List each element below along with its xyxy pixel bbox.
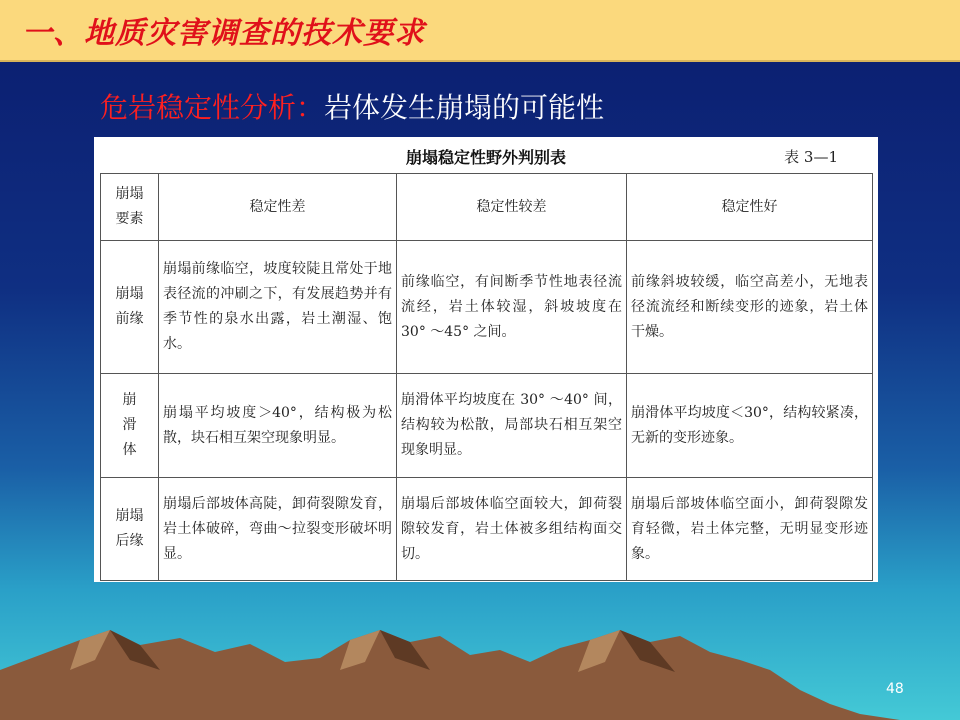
row-factor: 崩滑体	[101, 374, 159, 478]
cell-poor: 崩塌前缘临空，坡度较陡且常处于地表径流的冲刷之下，有发展趋势并有季节性的泉水出露，岩土潮湿、饱水。	[159, 241, 397, 374]
subtitle-label: 危岩稳定性分析：	[100, 91, 325, 124]
table-caption: 崩塌稳定性野外判别表	[405, 148, 566, 167]
row-factor: 崩塌前缘	[101, 241, 159, 374]
page-number: 48	[886, 681, 904, 697]
cell-good: 崩塌后部坡体临空面小，卸荷裂隙发育轻微，岩土体完整，无明显变形迹象。	[627, 478, 873, 581]
cell-poor: 崩塌后部坡体高陡，卸荷裂隙发育，岩土体破碎，弯曲～拉裂变形破坏明显。	[159, 478, 397, 581]
slide-subtitle	[100, 86, 604, 126]
header-poor: 稳定性差	[159, 174, 397, 241]
stability-table	[100, 173, 873, 581]
cell-poor: 崩塌平均坡度＞40°，结构极为松散，块石相互架空现象明显。	[159, 374, 397, 478]
table-row	[101, 241, 873, 374]
slide-title: 一、地质灾害调查的技术要求	[22, 16, 425, 51]
table-number: 表 3—1	[784, 148, 838, 166]
cell-fair: 崩滑体平均坡度在 30° ～40° 间，结构较为松散，局部块石相互架空现象明显。	[397, 374, 627, 478]
table-row	[101, 478, 873, 581]
cell-good: 前缘斜坡较缓，临空高差小，无地表径流流经和断续变形的迹象，岩土体干燥。	[627, 241, 873, 374]
title-bar	[0, 0, 960, 62]
table-caption-row	[94, 137, 878, 173]
header-factor: 崩塌要素	[101, 174, 159, 241]
mountain-silhouette	[0, 600, 960, 720]
header-fair: 稳定性较差	[397, 174, 627, 241]
table-panel	[94, 137, 878, 582]
table-row	[101, 374, 873, 478]
cell-good: 崩滑体平均坡度＜30°，结构较紧凑，无新的变形迹象。	[627, 374, 873, 478]
cell-fair: 前缘临空，有间断季节性地表径流流经，岩土体较湿，斜坡坡度在 30° ～45° 之间。	[397, 241, 627, 374]
subtitle-text: 岩体发生崩塌的可能性	[324, 91, 605, 124]
table-header-row	[101, 174, 873, 241]
header-good: 稳定性好	[627, 174, 873, 241]
row-factor: 崩塌后缘	[101, 478, 159, 581]
cell-fair: 崩塌后部坡体临空面较大，卸荷裂隙较发育，岩土体被多组结构面交切。	[397, 478, 627, 581]
